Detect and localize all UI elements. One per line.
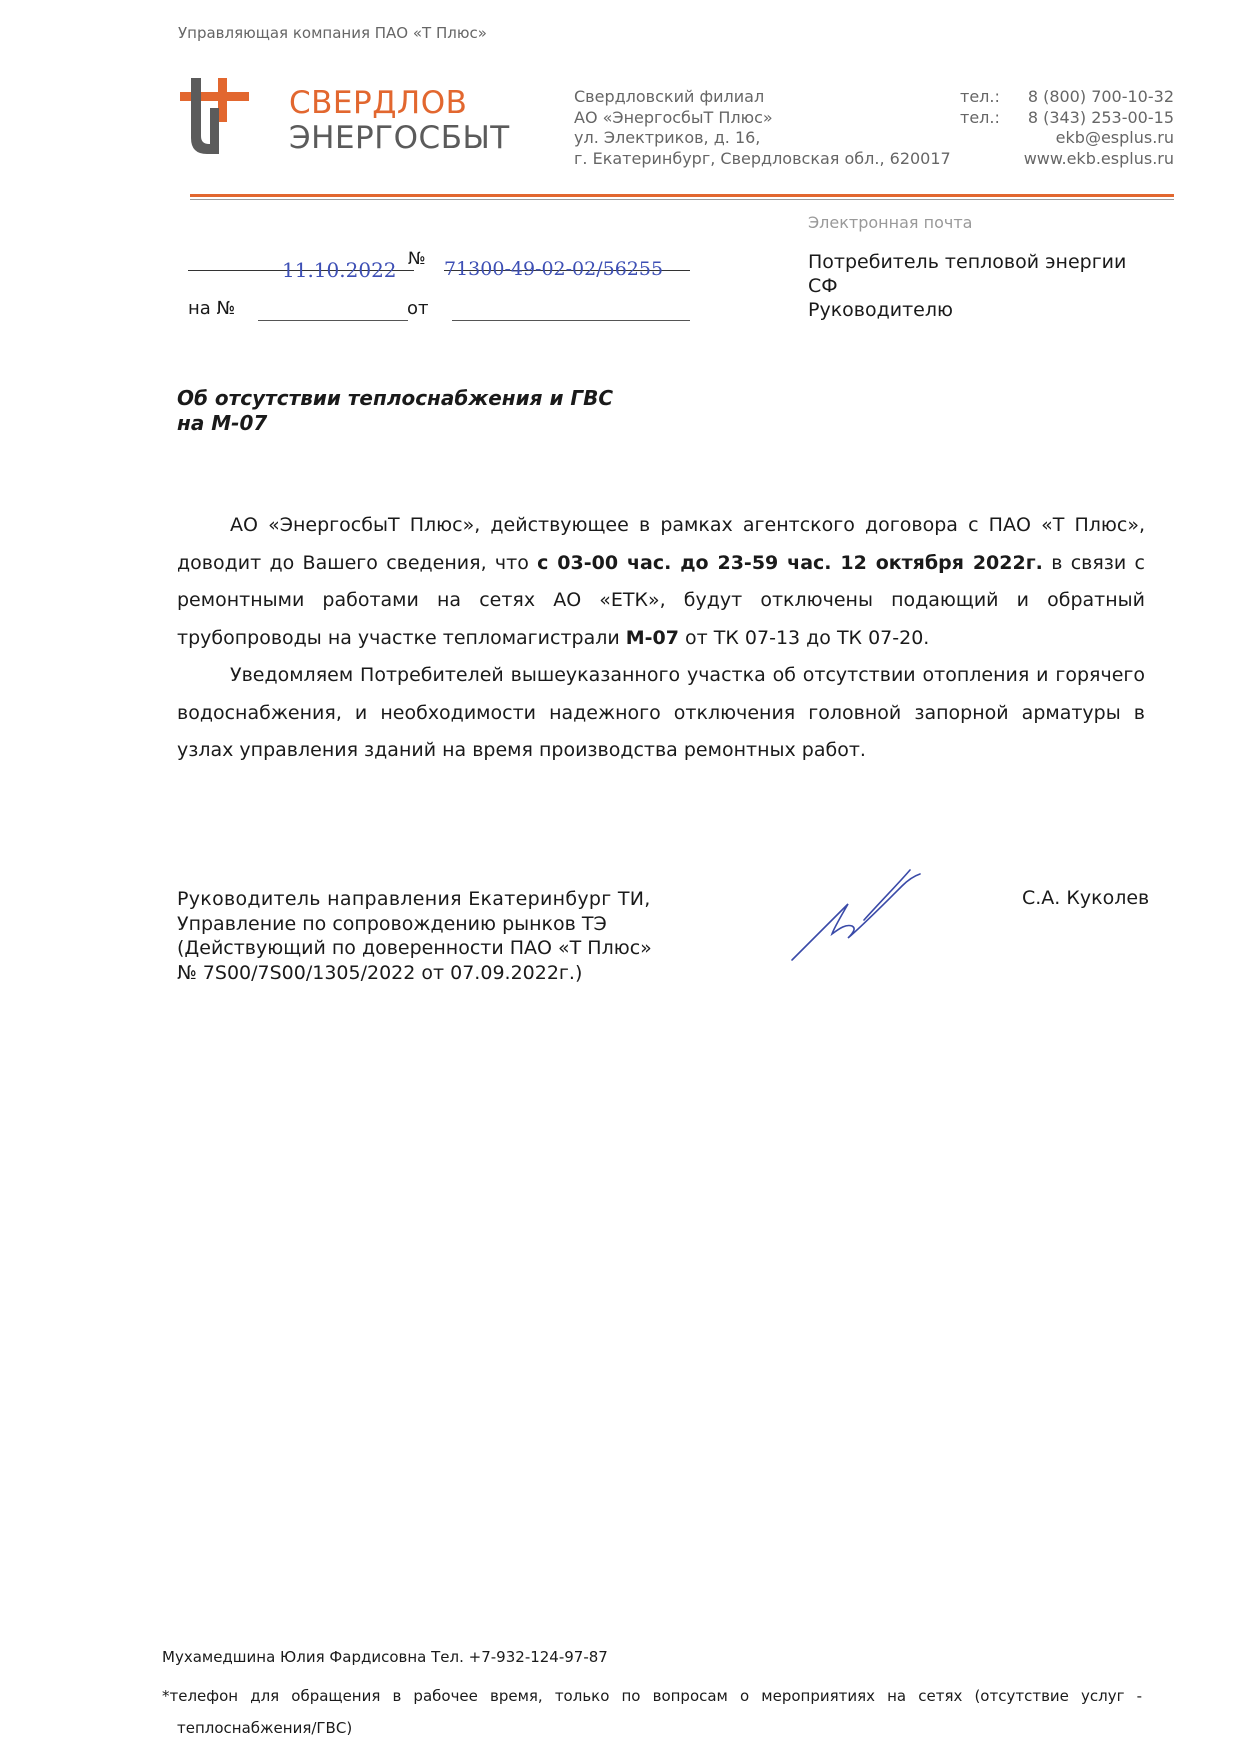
recipient-line: Потребитель тепловой энергии xyxy=(808,251,1127,273)
handwritten-signature xyxy=(790,866,930,962)
logo-wordmark xyxy=(289,86,510,156)
branch-address xyxy=(574,87,951,169)
recipient-line: СФ xyxy=(808,275,838,297)
phone-row-2 xyxy=(960,108,1174,129)
phone-row-1 xyxy=(960,87,1174,108)
registration-number: 71300-49-02-02/56255 xyxy=(444,258,664,280)
signer-line: № 7S00/7S00/1305/2022 от 07.09.2022г.) xyxy=(177,961,583,984)
management-company-line: Управляющая компания ПАО «Т Плюс» xyxy=(178,24,487,42)
phone-number: 8 (800) 700-10-32 xyxy=(1027,87,1174,106)
subject-line: на М-07 xyxy=(177,411,268,435)
contacts-block xyxy=(960,87,1174,169)
phone-label: тел.: xyxy=(960,107,1000,127)
registration-date: 11.10.2022 xyxy=(282,258,397,282)
body-text-run: от ТК 07-13 до ТК 07-20. xyxy=(679,626,930,649)
number-sign: № xyxy=(408,249,426,269)
signer-title-block xyxy=(177,887,652,985)
header-divider-orange xyxy=(190,194,1174,197)
body-paragraph-2: Уведомляем Потребителей вышеуказанного участка об отсутствии отопления и горячего водоснабжения, и необходимости надежного отключения головной запорной арматуры в узлах управления зданий на время производства ремонтных работ. xyxy=(177,664,1145,761)
delivery-method: Электронная почта xyxy=(808,213,973,232)
reply-date-line xyxy=(452,320,690,321)
header-divider-gray xyxy=(190,199,1174,200)
website: www.ekb.esplus.ru xyxy=(1023,148,1174,168)
logo-line-2: ЭНЕРГОСБЫТ xyxy=(289,120,510,156)
phone-label: тел.: xyxy=(960,87,1000,106)
phone-number: 8 (343) 253-00-15 xyxy=(1027,107,1174,127)
logo-mark-icon xyxy=(180,78,249,154)
logo-line-1: СВЕРДЛОВ xyxy=(289,85,468,121)
outage-time: с 03-00 час. до 23-59 час. 12 октября 2022г. xyxy=(537,551,1043,574)
footer-note-line-1: *телефон для обращения в рабочее время, только по вопросам о мероприятиях на сетях (отсутствие услуг - xyxy=(162,1687,1142,1705)
recipient-line: Руководителю xyxy=(808,299,954,321)
footer-note-line-2: теплоснабжения/ГВС) xyxy=(177,1719,353,1737)
body-paragraph-1 xyxy=(177,507,1145,657)
body-text-run: АО «ЭнергосбыТ Плюс», действующее в рамках агентского договора с ПАО «Т Плюс», доводит до Вашего сведения, что xyxy=(177,514,1145,574)
signer-line: (Действующий по доверенности ПАО «Т Плюс» xyxy=(177,937,652,959)
reply-to-label: на № xyxy=(188,298,236,319)
letter-body xyxy=(177,507,1145,770)
signer-line: Руководитель направления Екатеринбург ТИ, xyxy=(177,888,651,910)
recipient-block xyxy=(808,250,1126,322)
branch-line: Свердловский филиал xyxy=(574,87,765,106)
pipeline-id: М-07 xyxy=(625,626,679,649)
reply-from-label: от xyxy=(407,298,429,319)
reply-number-line xyxy=(258,320,408,321)
subject-line: Об отсутствии теплоснабжения и ГВС xyxy=(177,386,614,410)
branch-line: г. Екатеринбург, Свердловская обл., 620017 xyxy=(574,148,951,168)
body-text-run: в связи с ремонтными работами на сетях АО «ЕТК», будут отключены подающий и обратный трубопроводы на участке тепломагистрали xyxy=(177,551,1145,649)
email-address: ekb@esplus.ru xyxy=(1055,128,1174,147)
branch-line: АО «ЭнергосбыТ Плюс» xyxy=(574,107,773,127)
letter-subject xyxy=(177,386,613,436)
branch-line: ул. Электриков, д. 16, xyxy=(574,128,761,147)
signer-name: С.А. Куколев xyxy=(1022,887,1150,909)
signer-line: Управление по сопровождению рынков ТЭ xyxy=(177,912,607,935)
footer-contact: Мухамедшина Юлия Фардисовна Тел. +7-932-124-97-87 xyxy=(162,1648,608,1666)
